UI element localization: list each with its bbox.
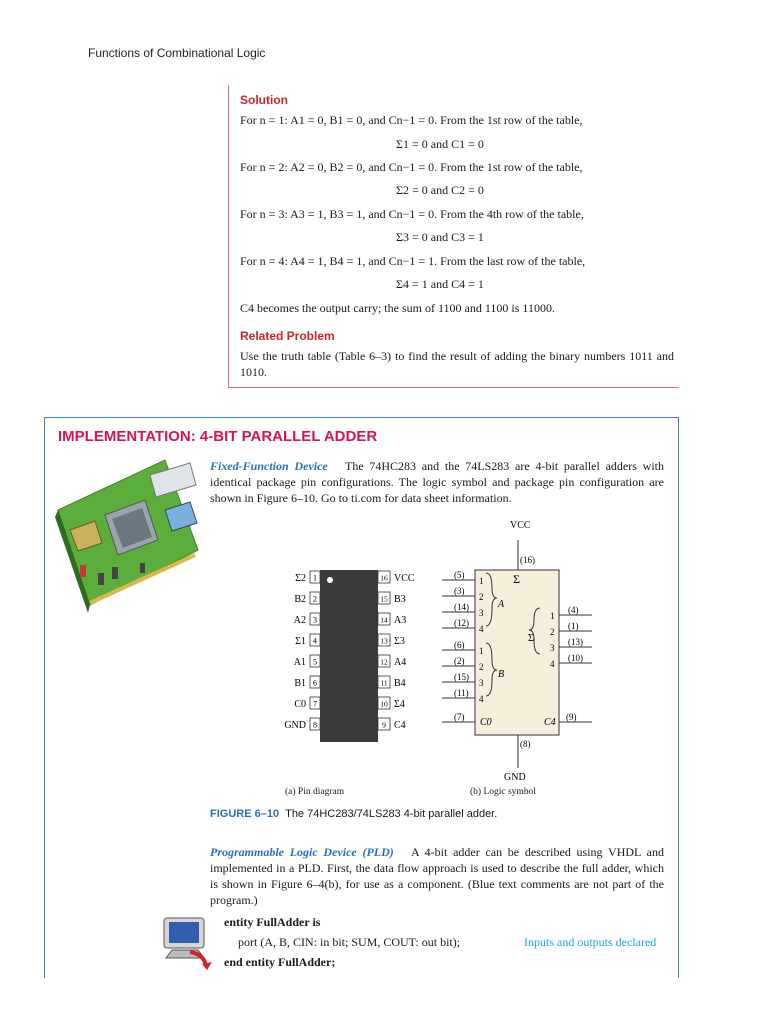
solution-result-3: Σ3 = 0 and C3 = 1 [396, 230, 484, 244]
input-a-index: 2 [479, 592, 484, 602]
pin-number-left: 8 [313, 720, 317, 730]
vcc-label: VCC [510, 520, 531, 531]
pin-number-left: 2 [313, 594, 317, 604]
code-line-1: entity FullAdder is [224, 915, 321, 929]
input-b-index: 3 [479, 678, 484, 688]
input-b-index: 2 [479, 662, 484, 672]
output-pin: (1) [568, 621, 579, 631]
input-b-pin: (2) [454, 656, 465, 666]
pin-label-right: B4 [394, 678, 406, 689]
pin-label-right: A4 [394, 657, 407, 668]
gnd-pin: (8) [520, 739, 531, 749]
input-b-index: 1 [479, 646, 484, 656]
pin-label-right: A3 [394, 615, 407, 626]
output-pin: (10) [568, 653, 583, 663]
solution-row-4: For n = 4: A4 = 1, B4 = 1, and Cn−1 = 1. From the last row of the table, [240, 254, 586, 268]
pin-number-right: 16 [380, 573, 388, 583]
pin-diagram [270, 565, 430, 750]
output-pin: (4) [568, 605, 579, 615]
input-b-index: 4 [479, 694, 484, 704]
pin-label-left: A1 [293, 657, 306, 668]
pin-number-left: 7 [313, 699, 317, 709]
input-b-pin: (6) [454, 640, 465, 650]
a-group-label: A [498, 599, 505, 610]
output-index: 4 [550, 659, 555, 669]
code-line-2: port (A, B, CIN: in bit; SUM, COUT: out bit); [238, 935, 461, 949]
solution-result-4: Σ4 = 1 and C4 = 1 [396, 277, 484, 291]
pin-label-right: VCC [394, 573, 415, 584]
fixed-function-paragraph [210, 458, 664, 506]
c4-pin: (9) [566, 712, 577, 722]
pin-label-left: GND [284, 720, 306, 731]
computer-icon [160, 912, 216, 970]
gnd-label: GND [504, 772, 526, 783]
circuit-board-image [50, 455, 200, 615]
pin-number-right: 10 [380, 699, 388, 709]
pin-label-right: B3 [394, 594, 406, 605]
pin-number-left: 6 [313, 678, 317, 688]
code-line-3: end entity FullAdder; [224, 955, 336, 969]
output-pin: (13) [568, 637, 583, 647]
pin-label-right: Σ3 [394, 636, 405, 647]
input-a-pin: (5) [454, 570, 465, 580]
figure-caption-text: The 74HC283/74LS283 4-bit parallel adder. [285, 808, 498, 820]
vcc-pin: (16) [520, 555, 535, 565]
figure-number: FIGURE 6–10 [210, 808, 280, 820]
running-head: Functions of Combinational Logic [88, 46, 266, 60]
pin-label-right: C4 [394, 720, 406, 731]
input-a-index: 3 [479, 608, 484, 618]
solution-result-1: Σ1 = 0 and C1 = 0 [396, 137, 484, 151]
pin-number-right: 11 [380, 678, 388, 688]
pin-number-right: 13 [380, 636, 388, 646]
solution-conclusion: C4 becomes the output carry; the sum of 1100 and 1100 is 11000. [240, 301, 555, 315]
input-b-pin: (11) [454, 688, 469, 698]
fixed-function-label: Fixed-Function Device [210, 459, 328, 473]
pin-label-left: B1 [294, 678, 306, 689]
pin-label-left: C0 [294, 699, 306, 710]
pin-number-right: 14 [380, 615, 388, 625]
pin-number-right: 12 [380, 657, 388, 667]
adder-block [475, 570, 559, 735]
solution-result-2: Σ2 = 0 and C2 = 0 [396, 183, 484, 197]
solution-row-2: For n = 2: A2 = 0, B2 = 0, and Cn−1 = 0. From the 1st row of the table, [240, 160, 583, 174]
logic-symbol [440, 510, 610, 790]
solution-row-1: For n = 1: A1 = 0, B1 = 0, and Cn−1 = 0. From the 1st row of the table, [240, 113, 583, 127]
pin-label-left: A2 [293, 615, 306, 626]
figure-caption [210, 808, 497, 820]
c0-pin: (7) [454, 712, 465, 722]
c0-label: C0 [480, 717, 492, 728]
code-comment: Inputs and outputs declared [524, 935, 657, 949]
pin1-marker [327, 577, 333, 583]
pld-paragraph [210, 844, 664, 908]
output-index: 1 [550, 611, 555, 621]
pld-text: A 4-bit adder can be described using VHDL and implemented in a PLD. First, the data flow approach is used to describe the full adder, which is shown in Figure 6–4(b), for use as a component. (Blue text comments are not part of the program.) [210, 845, 664, 907]
pin-number-left: 1 [313, 573, 317, 583]
pld-label: Programmable Logic Device (PLD) [210, 845, 394, 859]
ic-package [320, 570, 378, 742]
input-a-pin: (14) [454, 602, 469, 612]
pin-number-right: 9 [382, 720, 386, 730]
related-text: Use the truth table (Table 6–3) to find the result of adding the binary numbers 1011 and 1010. [240, 349, 674, 379]
pin-label-left: Σ2 [295, 573, 306, 584]
solution-row-3: For n = 3: A3 = 1, B3 = 1, and Cn−1 = 0. From the 4th row of the table, [240, 207, 584, 221]
output-index: 2 [550, 627, 555, 637]
sigma-top: Σ [513, 572, 520, 586]
sigma-out-label: Σ [528, 633, 534, 644]
implementation-title: IMPLEMENTATION: 4-BIT PARALLEL ADDER [58, 428, 378, 445]
input-a-index: 1 [479, 576, 484, 586]
related-heading: Related Problem [240, 329, 335, 343]
input-a-pin: (12) [454, 618, 469, 628]
b-group-label: B [498, 669, 505, 680]
sub-caption-b: (b) Logic symbol [470, 787, 536, 797]
pin-label-left: B2 [294, 594, 306, 605]
pin-number-right: 15 [380, 594, 388, 604]
pin-label-right: Σ4 [394, 699, 405, 710]
input-a-pin: (3) [454, 586, 465, 596]
sub-caption-a: (a) Pin diagram [285, 787, 345, 797]
pin-number-left: 5 [313, 657, 317, 667]
solution-heading: Solution [240, 93, 288, 107]
c4-label: C4 [544, 717, 556, 728]
pin-label-left: Σ1 [295, 636, 306, 647]
pin-number-left: 4 [313, 636, 317, 646]
fixed-function-text: The 74HC283 and the 74LS283 are 4-bit parallel adders with identical package pin configurations. The logic symbol and package pin configuration are shown in Figure 6–10. Go to ti.com for data sheet information. [210, 459, 664, 505]
input-a-index: 4 [479, 624, 484, 634]
output-index: 3 [550, 643, 555, 653]
input-b-pin: (15) [454, 672, 469, 682]
pin-number-left: 3 [313, 615, 317, 625]
